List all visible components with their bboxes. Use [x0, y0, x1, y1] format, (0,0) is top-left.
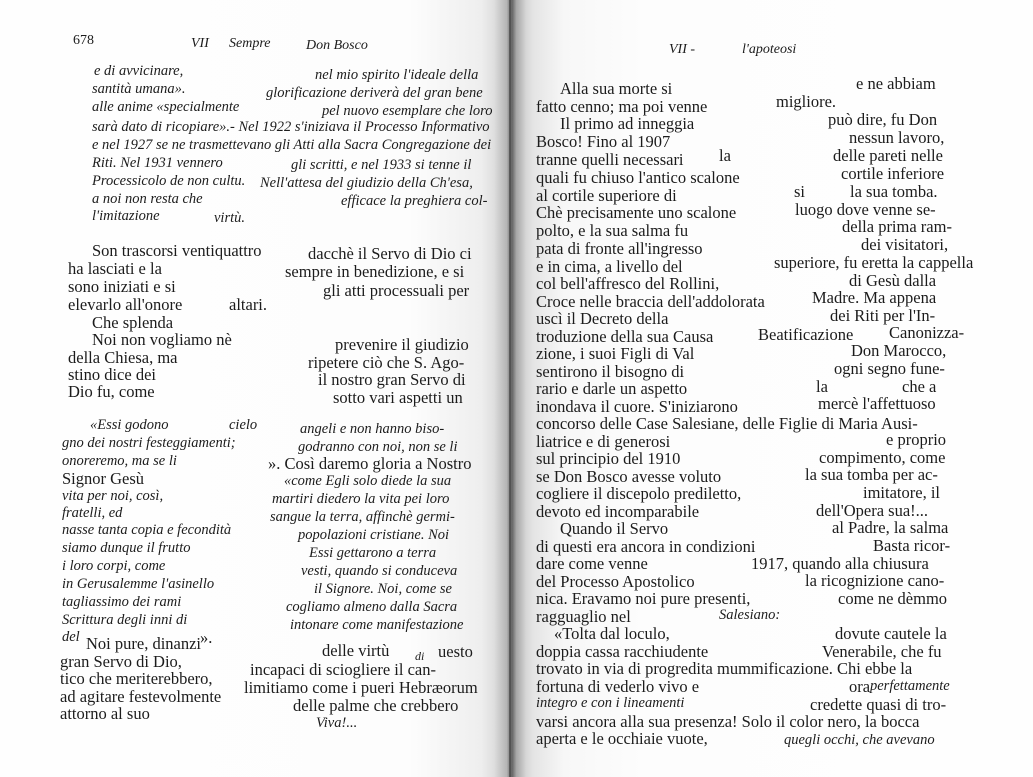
body-line: e ne abbiam — [856, 74, 936, 93]
body-line: quali fu chiuso l'antico scalone — [536, 168, 740, 187]
running-head-title: Sempre — [229, 36, 271, 51]
body-line: delle palme che crebbero — [293, 696, 459, 715]
body-line: 1917, quando alla chiusura — [751, 554, 929, 573]
body-line: incapaci di sciogliere il can- — [250, 660, 436, 679]
body-line: fortuna di vederlo vivo e — [536, 677, 700, 696]
quote-line: vita per noi, così, — [62, 488, 164, 504]
quote-line: santità umana». — [92, 81, 186, 97]
body-line: dovute cautele la — [835, 624, 947, 643]
body-line: Quando il Servo — [560, 519, 669, 538]
quote-line: intonare come manifestazione — [290, 617, 464, 633]
body-line: dei Riti per l'In- — [830, 306, 936, 325]
body-line: compimento, come — [819, 448, 946, 467]
body-line: liatrice e di generosi — [536, 432, 671, 451]
body-line: Basta ricor- — [873, 536, 951, 555]
body-line: del Processo Apostolico — [536, 572, 695, 591]
body-line: dacchè il Servo di Dio ci — [308, 244, 472, 263]
body-line: inondava il cuore. S'iniziarono — [536, 397, 738, 416]
body-line: altari. — [229, 295, 268, 314]
quote-line: a noi non resta che — [92, 191, 203, 207]
body-line: sono iniziati e si — [68, 277, 176, 296]
body-line: Salesiano: — [719, 607, 781, 623]
body-line: migliore. — [776, 92, 837, 111]
body-line: trovato in via di progredita mummificazione. Chi ebbe la — [536, 659, 913, 678]
body-line: la — [816, 377, 828, 396]
body-line: Venerabile, che fu — [822, 642, 942, 661]
body-line: si — [794, 182, 806, 201]
quote-line: Processicolo de non cultu. — [92, 173, 246, 189]
quote-line: alle anime «specialmente — [92, 99, 240, 115]
quote-line: i loro corpi, come — [62, 558, 166, 574]
body-line: Beatificazione — [758, 325, 854, 344]
body-line: sempre in benedizione, e si — [285, 262, 465, 281]
body-line: se Don Bosco avesse voluto — [536, 467, 722, 486]
running-head-chapter: VII — [191, 36, 209, 51]
body-line: la ricognizione cano- — [805, 571, 945, 590]
body-line: uesto — [438, 642, 473, 661]
page-number: 678 — [73, 33, 94, 48]
quote-line: vesti, quando si conduceva — [301, 563, 458, 579]
body-line: come ne dèmmo — [838, 589, 948, 608]
running-head-chapter: VII - — [669, 42, 696, 57]
quote-line: cogliamo almeno dalla Sacra — [286, 599, 458, 615]
quote-line: tagliassimo dei rami — [62, 594, 182, 610]
body-line: delle virtù — [322, 641, 390, 660]
body-line: limitiamo come i pueri Hebræorum — [244, 678, 478, 697]
body-line: il nostro gran Servo di — [318, 370, 466, 389]
body-line: sotto vari aspetti un — [333, 388, 463, 407]
body-line: Noi pure, dinanzi — [86, 634, 202, 653]
quote-line: godranno con noi, non se li — [298, 439, 458, 455]
quote-line: efficace la preghiera col- — [341, 193, 488, 209]
running-head-title: l'apoteosi — [742, 42, 797, 57]
body-line: nessun lavoro, — [849, 128, 945, 147]
body-line: di Gesù dalla — [849, 271, 937, 290]
quote-line: martiri diedero la vita pei loro — [272, 491, 450, 507]
body-line: mercè l'affettuoso — [818, 394, 936, 413]
body-line: quegli occhi, che avevano — [784, 732, 935, 748]
body-line: dell'Opera sua!... — [816, 501, 929, 520]
body-line: polto, e la sua salma fu — [536, 221, 689, 240]
quote-line: e di avvicinare, — [94, 63, 184, 79]
body-line: la sua tomba per ac- — [805, 465, 938, 484]
quote-line: ». Così daremo gloria a Nostro — [268, 454, 472, 473]
body-line: Bosco! Fino al 1907 — [536, 132, 671, 151]
body-line: ora — [849, 677, 871, 696]
quote-line: Scrittura degli inni di — [62, 612, 188, 628]
quote-line: glorificazione deriverà del gran bene — [266, 85, 483, 101]
body-line: ogni segno fune- — [834, 359, 945, 378]
body-line: può dire, fu Don — [828, 110, 938, 129]
body-line: gran Servo di Dio, — [60, 652, 182, 671]
body-line: Dio fu, come — [68, 382, 155, 401]
body-line: Alla sua morte si — [560, 79, 673, 98]
body-line: dare come venne — [536, 554, 648, 573]
body-line: Son trascorsi ventiquattro — [92, 241, 262, 260]
body-line: e in cima, a livello del — [536, 257, 683, 276]
quote-line: nasse tanta copia e fecondità — [62, 522, 232, 538]
body-line: Noi non vogliamo nè — [92, 330, 232, 349]
body-line: al cortile superiore di — [536, 186, 677, 205]
body-line: superiore, fu eretta la cappella — [774, 253, 974, 272]
body-line: integro e con i lineamenti — [536, 695, 685, 711]
quote-line: sangue la terra, affinchè germi- — [270, 509, 455, 525]
body-line: della prima ram- — [842, 217, 952, 236]
body-line: devoto ed incomparabile — [536, 502, 700, 521]
quote-line: siamo dunque il frutto — [62, 540, 191, 556]
body-line: col bell'affresco del Rollini, — [536, 274, 720, 293]
body-line: al Padre, la salma — [832, 518, 949, 537]
left-page — [0, 0, 512, 777]
body-line: tico che meriterebbero, — [60, 669, 213, 688]
body-line: troduzione della sua Causa — [536, 327, 714, 346]
quote-line: sarà dato di ricopiare».- Nel 1922 s'iniziava il Processo Informativo — [92, 119, 490, 135]
quote-line: «Essi godono — [90, 417, 169, 433]
body-line: Don Marocco, — [851, 341, 947, 360]
quote-line: virtù. — [214, 210, 246, 226]
body-line: ripetere ciò che S. Ago- — [308, 353, 465, 372]
quote-line: ». — [200, 628, 213, 647]
body-line: la — [719, 146, 731, 165]
body-line: nica. Eravamo noi pure presenti, — [536, 589, 751, 608]
quote-line: fratelli, ed — [62, 505, 123, 521]
body-line: cortile inferiore — [841, 164, 945, 183]
body-line: sul principio del 1910 — [536, 449, 681, 468]
quote-line: Riti. Nel 1931 vennero — [92, 155, 223, 171]
body-line: Chè precisamente uno scalone — [536, 203, 737, 222]
quote-line: gno dei nostri festeggiamenti; — [62, 435, 236, 451]
body-line: aperta e le occhiaie vuote, — [536, 729, 708, 748]
quote-line: pel nuovo esemplare che loro — [322, 103, 493, 119]
body-line: concorso delle Case Salesiane, delle Figlie di Maria Ausi- — [536, 414, 918, 433]
body-line: delle pareti nelle — [833, 146, 943, 165]
quote-line: il Signore. Noi, come se — [314, 581, 452, 597]
body-line: cogliere il discepolo prediletto, — [536, 484, 742, 503]
body-line: tranne quelli necessari — [536, 150, 684, 169]
body-line: di — [415, 649, 425, 663]
quote-line: Nell'attesa del giudizio della Ch'esa, — [260, 175, 473, 191]
body-line: che a — [902, 377, 937, 396]
body-line: luogo dove venne se- — [795, 200, 936, 219]
body-line: perfettamente — [870, 678, 950, 694]
right-page — [512, 0, 1033, 777]
quote-line: popolazioni cristiane. Noi — [298, 527, 450, 543]
body-line: rario e darle un aspetto — [536, 379, 688, 398]
body-line: ha lasciati e la — [68, 259, 162, 278]
body-line: doppia cassa racchiudente — [536, 642, 709, 661]
body-line: imitatore, il — [863, 483, 940, 502]
quote-line: del — [62, 629, 80, 645]
quote-line: nel mio spirito l'ideale della — [315, 67, 479, 83]
body-line: stino dice dei — [68, 365, 156, 384]
body-line: Che splenda — [92, 313, 174, 332]
quote-line: in Gerusalemme l'asinello — [62, 576, 215, 592]
body-line: «Tolta dal loculo, — [554, 624, 670, 643]
body-line: gli atti processuali per — [323, 281, 470, 300]
body-line: ragguaglio nel — [536, 607, 631, 626]
quote-line: e nel 1927 se ne trasmettevano gli Atti alla Sacra Congregazione dei — [92, 137, 492, 153]
quote-line: Signor Gesù — [62, 469, 145, 488]
running-head-title: Don Bosco — [306, 38, 368, 53]
body-line: attorno al suo — [60, 704, 150, 723]
body-line: di questi era ancora in condizioni — [536, 537, 756, 556]
quote-line: Essi gettarono a terra — [309, 545, 437, 561]
body-line: varsi ancora alla sua presenza! Solo il color nero, la bocca — [536, 712, 920, 731]
quote-line: «come Egli solo diede la sua — [284, 473, 452, 489]
quote-line: gli scritti, e nel 1933 si tenne il — [291, 157, 472, 173]
quote-line: l'imitazione — [92, 208, 160, 224]
body-line: sentirono il bisogno di — [536, 362, 685, 381]
body-line: Il primo ad inneggia — [560, 114, 695, 133]
body-line: credette quasi di tro- — [810, 695, 947, 714]
body-line: fatto cenno; ma poi venne — [536, 97, 708, 116]
quote-line: cielo — [229, 417, 258, 433]
body-line: prevenire il giudizio — [335, 335, 469, 354]
book-spine-line — [509, 0, 511, 777]
body-line: Viva!... — [316, 715, 358, 731]
body-line: uscì il Decreto della — [536, 309, 669, 328]
quote-line: onoreremo, ma se li — [62, 453, 177, 469]
body-line: Croce nelle braccia dell'addolorata — [536, 292, 765, 311]
body-line: ad agitare festevolmente — [60, 687, 222, 706]
body-line: la sua tomba. — [850, 182, 938, 201]
body-line: della Chiesa, ma — [68, 348, 178, 367]
body-line: Canonizza- — [889, 323, 965, 342]
body-line: Madre. Ma appena — [812, 288, 937, 307]
body-line: elevarlo all'onore — [68, 295, 183, 314]
quote-line: angeli e non hanno biso- — [300, 421, 445, 437]
body-line: zione, i suoi Figli di Val — [536, 344, 695, 363]
body-line: pata di fronte all'ingresso — [536, 239, 703, 258]
body-line: dei visitatori, — [861, 235, 949, 254]
body-line: e proprio — [886, 430, 947, 449]
